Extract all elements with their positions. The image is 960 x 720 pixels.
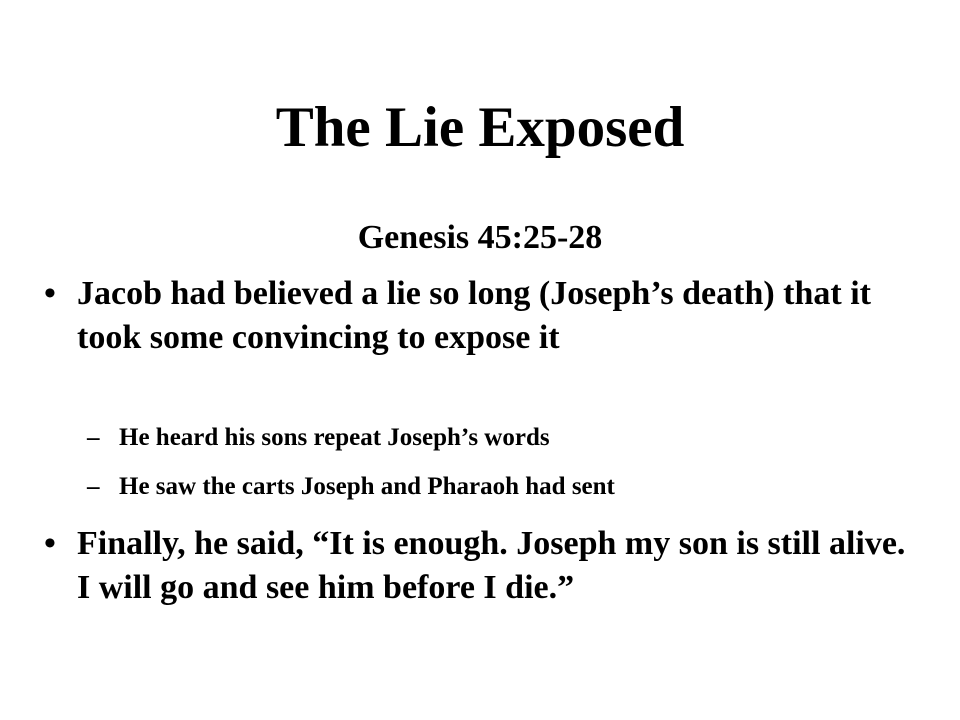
- bullet-item: [44, 272, 924, 360]
- sub-bullet-text: He saw the carts Joseph and Pharaoh had sent: [119, 473, 615, 500]
- slide-title: The Lie Exposed: [275, 96, 685, 159]
- slide-subtitle: Genesis 45:25-28: [357, 219, 603, 256]
- bullet-item: [44, 522, 924, 610]
- sub-bullet-item: [87, 470, 927, 504]
- sub-bullet-text: He heard his sons repeat Joseph’s words: [119, 424, 550, 451]
- sub-bullet-marker: –: [87, 424, 100, 451]
- bullet-text: Finally, he said, “It is enough. Joseph my son is still alive. I will go and see him before I die.”: [77, 525, 906, 606]
- bullet-marker: •: [44, 525, 56, 562]
- sub-bullet-marker: –: [87, 473, 100, 500]
- bullet-text: Jacob had believed a lie so long (Joseph’s death) that it took some convincing to expose it: [77, 275, 872, 356]
- bullet-marker: •: [44, 275, 56, 312]
- sub-bullet-item: [87, 421, 927, 455]
